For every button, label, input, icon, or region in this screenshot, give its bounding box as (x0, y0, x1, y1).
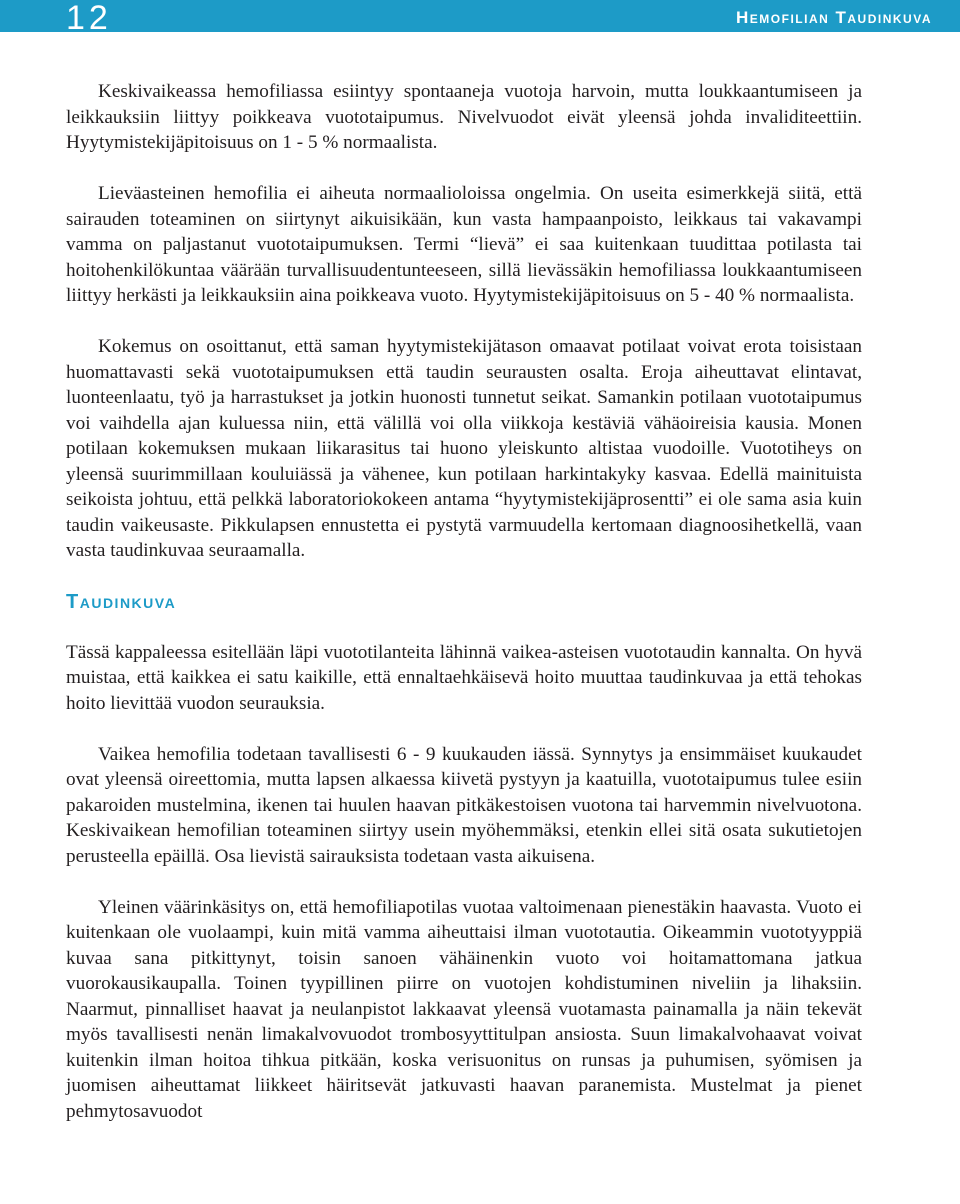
body-paragraph: Vaikea hemofilia todetaan tavallisesti 6 - 9 kuukauden iässä. Synnytys ja ensimmäiset kuukaudet ovat yleensä oireettomia, mutta lapsen alkaessa kiivetä pystyyn ja kaatuilla, vuototaipumus tulee esiin pakaroiden mustelmina, ikenen tai huulen haavan pitkäkestoisen vuotona tai harvemmin nivelvuotona. Keskivaikean hemofilian toteaminen siirtyy usein myöhemmäksi, etenkin ellei sitä osata sukutietojen perusteella epäillä. Osa lievistä sairauksista todetaan vasta aikuisena. (66, 743, 862, 867)
section-heading: Taudinkuva (66, 590, 177, 613)
running-title: Hemofilian Taudinkuva (736, 8, 932, 27)
header-bar (0, 0, 960, 37)
page-content (66, 79, 862, 1150)
body-paragraph: Yleinen väärinkäsitys on, että hemofiliapotilas vuotaa valtoimenaan pienestäkin haavasta. Vuoto ei kuitenkaan ole vuolaampi, kuin mitä vamma aiheuttaisi ilman vuototautia. Oikeammin vuototyyppiä kuvaa sana pitkittynyt, toisin sanoen vähäinenkin vuoto voi hoitamattomana jatkua vuorokausikaupalla. Toinen tyypillinen piirre on vuotojen kohdistuminen niveliin ja lihaksiin. Naarmut, pinnalliset haavat ja neulanpistot lakkaavat yleensä vuotamasta painamalla ja näin tekevät myös tavallisesti nenän limakalvovuodot trombosyyttitulpan ansiosta. Suun limakalvohaavat voivat kuitenkin ilman hoitoa tihkua pitkään, koska verisuonitus on runsas ja puhumisen, syömisen ja juomisen aiheuttamat liikkeet häiritsevät jatkuvasti haavan paranemista. Mustelmat ja pienet pehmytosavuodot (66, 896, 862, 1122)
body-paragraph: Tässä kappaleessa esitellään läpi vuototilanteita lähinnä vaikea-asteisen vuototaudin kannalta. On hyvä muistaa, että kaikkea ei satu kaikille, että ennaltaehkäisevä hoito muuttaa taudinkuvaa ja että tehokas hoito lievittää vuodon seurauksia. (66, 641, 862, 714)
body-paragraph: Kokemus on osoittanut, että saman hyytymistekijätason omaavat potilaat voivat erota toisistaan huomattavasti sekä vuototaipumuksen että taudin seurausten osalta. Eroja aiheuttavat elintavat, luonteenlaatu, työ ja harrastukset ja jotkin huonosti tunnetut seikat. Samankin potilaan vuototaipumus voi vaihdella ajan kuluessa niin, että välillä voi olla viikkoja kestäviä vähäoireisia kausia. Monen potilaan kokemuksen mukaan liikarasitus tai huono yleiskunto altistaa vuodoille. Vuototiheys on yleensä suurimmillaan kouluiässä ja vähenee, kun potilaan harkintakyky kasvaa. Edellä mainituista seikoista johtuu, että pelkkä laboratoriokokeen antama “hyytymistekijäprosentti” ei ole sama asia kuin taudin vaikeusaste. Pikkulapsen ennustetta ei pystytä varmuudella kertomaan diagnoosihetkellä, vaan vasta taudinkuvaa seuraamalla. (66, 336, 862, 561)
body-paragraph: Lieväasteinen hemofilia ei aiheuta normaalioloissa ongelmia. On useita esimerkkejä siitä, että sairauden toteaminen on siirtynyt aikuisikään, kun vasta hampaanpoisto, leikkaus tai vakavampi vamma on paljastanut vuototaipumuksen. Termi “lievä” ei saa kuitenkaan tuudittaa potilasta tai hoitohenkilökuntaa väärään turvallisuudentunteeseen, sillä lievässäkin hemofiliassa loukkaantumiseen liittyy herkästi ja leikkauksiin aina poikkeava vuoto. Hyytymistekijäpitoisuus on 5 - 40 % normaalista. (66, 183, 862, 306)
page-number: 12 (66, 0, 112, 37)
body-paragraph: Keskivaikeassa hemofiliassa esiintyy spontaaneja vuotoja harvoin, mutta loukkaantumiseen ja leikkauksiin liittyy poikkeava vuototaipumus. Nivelvuodot eivät yleensä johda invaliditeettiin. Hyytymistekijäpitoisuus on 1 - 5 % normaalista. (66, 81, 862, 153)
